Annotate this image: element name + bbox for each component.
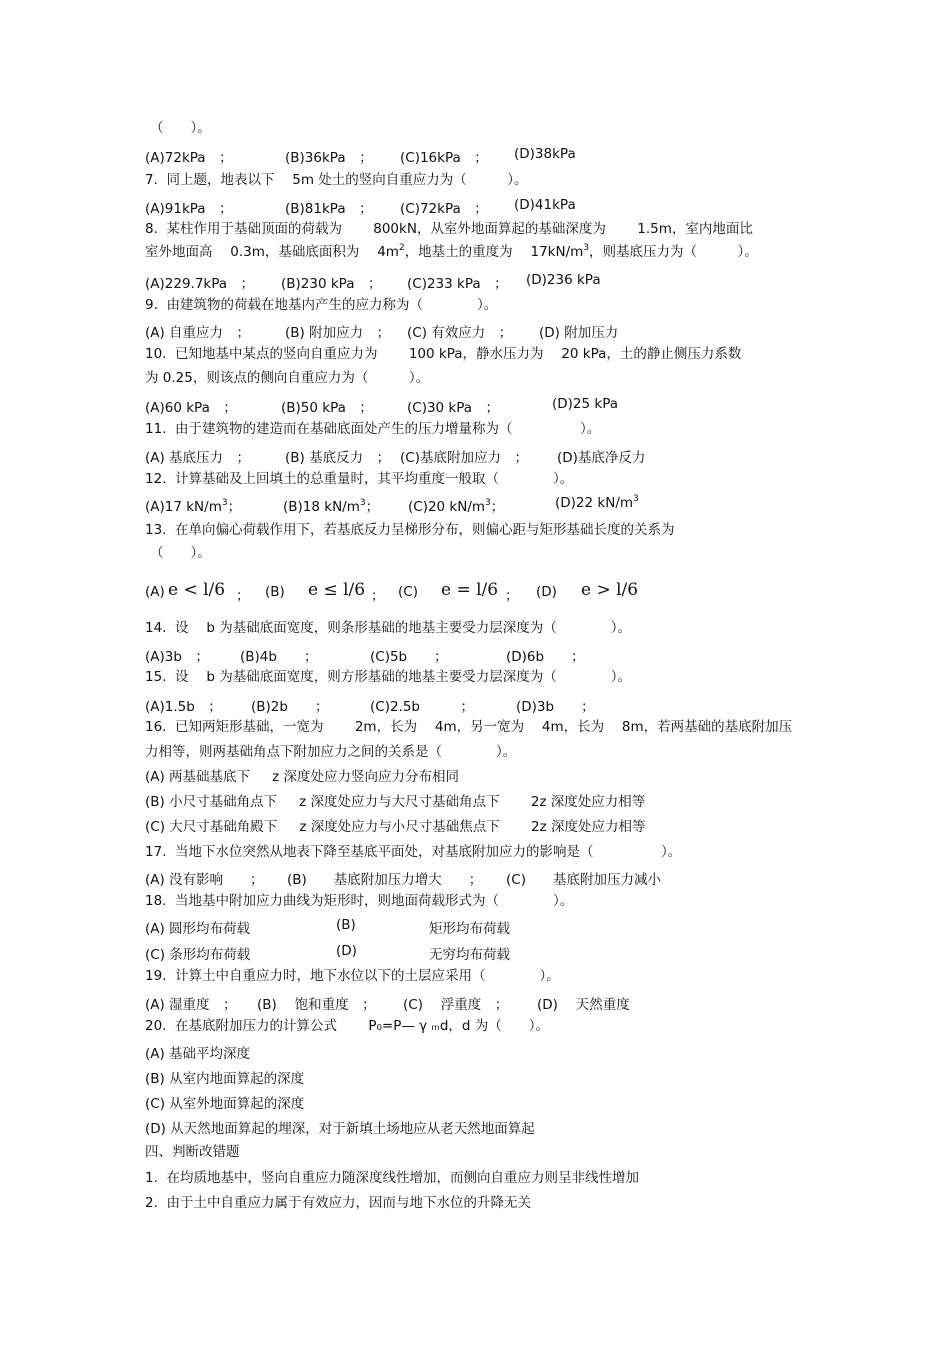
question-9: 9. 由建筑物的荷载在地基内产生的应力称为（ ）。 xyxy=(145,297,498,313)
q12-c-sup: 3 xyxy=(485,497,491,508)
q10-option-c: (C)30 kPa ； xyxy=(407,400,500,416)
section-heading-true-false: 四、判断改错题 xyxy=(145,1144,240,1160)
q08-sup-2: 3 xyxy=(583,242,590,253)
question-17: 17. 当地下水位突然从地表下降至基底平面处，对基底附加应力的影响是（ ）。 xyxy=(145,844,682,860)
q15-option-b: (B)2b ； xyxy=(251,699,329,715)
judgement-2: 2. 由于土中自重应力属于有效应力，因而与地下水位的升降无关 xyxy=(145,1195,531,1211)
q12-c-text: (C)20 kN/m xyxy=(408,499,486,515)
q14-option-d: (D)6b ； xyxy=(506,649,585,665)
q13-option-c-formula: e = l/6 xyxy=(441,580,499,600)
q12-b-text: (B)18 kN/m xyxy=(283,499,360,515)
q16-option-b: (B) 小尺寸基础角点下 z 深度处应力与大尺寸基础角点下 2z 深度处应力相等 xyxy=(145,794,646,810)
q12-d-sup: 3 xyxy=(633,493,639,504)
q13-sep-a: ； xyxy=(236,588,250,604)
question-14: 14. 设 b 为基础底面宽度，则条形基础的地基主要受力层深度为（ ）。 xyxy=(145,620,631,636)
question-16-line1: 16. 已知两矩形基础，一宽为 2m，长为 4m，另一宽为 4m，长为 8m，若两基础的基底附加压 xyxy=(145,719,793,735)
q19-option-c: (C) 浮重度 ； xyxy=(403,997,509,1013)
q09-option-a: (A) 自重应力 ； xyxy=(145,325,251,341)
q13-option-a-label: (A) xyxy=(145,584,165,600)
question-12: 12. 计算基础及上回填土的总重量时，其平均重度一般取（ ）。 xyxy=(145,471,574,487)
question-18: 18. 当地基中附加应力曲线为矩形时，则地面荷载形式为（ ）。 xyxy=(145,893,574,909)
question-10-line1: 10. 已知地基中某点的竖向自重应力为 100 kPa，静水压力为 20 kPa，土的静止侧压力系数 xyxy=(145,346,742,362)
q07-option-d: (D)41kPa xyxy=(514,197,576,213)
q18-option-d-label: (D) xyxy=(336,943,357,959)
question-8-line2 xyxy=(145,243,758,261)
question-19: 19. 计算土中自重应力时，地下水位以下的土层应采用（ ）。 xyxy=(145,968,560,984)
q09-option-b: (B) 附加应力 ； xyxy=(285,325,391,341)
q19-option-d: (D) 天然重度 xyxy=(537,997,630,1013)
q16-option-c: (C) 大尺寸基础角殿下 z 深度处应力与小尺寸基础焦点下 2z 深度处应力相等 xyxy=(145,819,646,835)
q20-option-a: (A) 基础平均深度 xyxy=(145,1046,251,1062)
q07-option-c: (C)72kPa ； xyxy=(400,201,488,217)
q12-a-sup: 3 xyxy=(221,497,228,508)
q17-option-b: (B) 基底附加压力增大 ； xyxy=(287,872,483,888)
q10-option-d: (D)25 kPa xyxy=(552,396,619,412)
question-13-line1: 13. 在单向偏心荷载作用下，若基底反力呈梯形分布，则偏心距与矩形基础长度的关系为 xyxy=(145,522,675,538)
q11-option-a: (A) 基底压力 ； xyxy=(145,450,251,466)
q06-tail: （ ）。 xyxy=(150,120,211,136)
q07-option-b: (B)81kPa ； xyxy=(285,201,373,217)
q13-sep-b: ； xyxy=(371,588,385,604)
q15-option-c: (C)2.5b ； xyxy=(370,699,474,715)
q12-a-text: (A)17 kN/m xyxy=(145,499,222,515)
q20-option-d: (D) 从天然地面算起的埋深，对于新填土场地应从老天然地面算起 xyxy=(145,1121,535,1137)
q19-option-b: (B) 饱和重度 ； xyxy=(257,997,376,1013)
q12-d-text: (D)22 kN/m xyxy=(555,495,634,511)
q08-text-3: ，则基底压力为（ ）。 xyxy=(589,244,758,260)
q08-option-d: (D)236 kPa xyxy=(526,272,601,288)
q09-option-c: (C) 有效应力 ； xyxy=(407,325,513,341)
q20-option-b: (B) 从室内地面算起的深度 xyxy=(145,1071,305,1087)
q15-option-a: (A)1.5b ； xyxy=(145,699,222,715)
q13-option-d-formula: e > l/6 xyxy=(581,580,639,600)
q17-option-a: (A) 没有影响 ； xyxy=(145,872,264,888)
q11-option-b: (B) 基底反力 ； xyxy=(285,450,391,466)
q08-text-1: 室外地面高 0.3m，基础底面积为 4m xyxy=(145,244,399,260)
q12-option-c xyxy=(408,495,504,515)
q10-option-a: (A)60 kPa ； xyxy=(145,400,237,416)
q17-option-c: (C) 基底附加压力减小 xyxy=(506,872,661,888)
q20-option-c: (C) 从室外地面算起的深度 xyxy=(145,1096,305,1112)
q12-option-a xyxy=(145,495,241,515)
q06-option-c: (C)16kPa ； xyxy=(400,150,488,166)
q19-option-a: (A) 湿重度 ； xyxy=(145,997,237,1013)
q12-option-b xyxy=(283,495,379,515)
question-20: 20. 在基底附加压力的计算公式 P₀=P— γ ₘd，d 为（ ）。 xyxy=(145,1018,550,1034)
q06-option-a: (A)72kPa ； xyxy=(145,150,233,166)
question-8-line1: 8. 某柱作用于基础顶面的荷载为 800kN，从室外地面算起的基础深度为 1.5m，室内地面比 xyxy=(145,221,753,237)
q15-option-d: (D)3b ； xyxy=(516,699,595,715)
q12-b-sep: ； xyxy=(365,499,380,515)
q18-option-b-text: 矩形均布荷载 xyxy=(429,921,510,937)
question-11: 11. 由于建筑物的建造而在基础底面处产生的压力增量称为（ ）。 xyxy=(145,421,601,437)
q12-c-sep: ； xyxy=(490,499,505,515)
q07-option-a: (A)91kPa ； xyxy=(145,201,233,217)
q08-option-c: (C)233 kPa ； xyxy=(407,276,508,292)
q13-sep-c: ； xyxy=(505,588,519,604)
q11-option-c: (C)基底附加应力 ； xyxy=(400,450,528,466)
q18-option-d-text: 无穷均布荷载 xyxy=(429,947,510,963)
q06-option-b: (B)36kPa ； xyxy=(285,150,373,166)
q13-option-d-label: (D) xyxy=(536,584,557,600)
q13-option-c-label: (C) xyxy=(398,584,418,600)
q18-option-c: (C) 条形均布荷载 xyxy=(145,947,251,963)
q10-option-b: (B)50 kPa ； xyxy=(281,400,373,416)
q08-sup-1: 2 xyxy=(398,242,405,253)
q11-option-d: (D)基底净反力 xyxy=(557,450,646,466)
q13-option-b-formula: e ≤ l/6 xyxy=(308,580,366,600)
q13-option-a-formula: e < l/6 xyxy=(168,580,226,600)
q14-option-c: (C)5b ； xyxy=(370,649,448,665)
q12-a-sep: ； xyxy=(227,499,242,515)
question-13-line2: （ ）。 xyxy=(150,545,211,561)
judgement-1: 1. 在均质地基中，竖向自重应力随深度线性增加，而侧向自重应力则呈非线性增加 xyxy=(145,1170,639,1186)
q18-option-b-label: (B) xyxy=(336,917,356,933)
q14-option-a: (A)3b ； xyxy=(145,649,209,665)
q18-option-a: (A) 圆形均布荷载 xyxy=(145,921,251,937)
q08-option-a: (A)229.7kPa ； xyxy=(145,276,255,292)
question-15: 15. 设 b 为基础底面宽度，则方形基础的地基主要受力层深度为（ ）。 xyxy=(145,669,631,685)
q09-option-d: (D) 附加压力 xyxy=(539,325,619,341)
question-16-line2: 力相等，则两基础角点下附加应力之间的关系是（ ）。 xyxy=(145,744,517,760)
q16-option-a: (A) 两基础基底下 z 深度处应力竖向应力分布相同 xyxy=(145,769,460,785)
question-7: 7. 同上题，地表以下 5m 处土的竖向自重应力为（ ）。 xyxy=(145,172,528,188)
q08-option-b: (B)230 kPa ； xyxy=(281,276,382,292)
question-10-line2: 为 0.25，则该点的侧向自重应力为（ ）。 xyxy=(145,370,430,386)
q14-option-b: (B)4b ； xyxy=(240,649,318,665)
q08-text-2: ，地基土的重度为 17kN/m xyxy=(404,244,584,260)
q12-b-sup: 3 xyxy=(359,497,366,508)
q12-option-d xyxy=(555,495,639,511)
q06-option-d: (D)38kPa xyxy=(514,146,576,162)
q13-option-b-label: (B) xyxy=(265,584,285,600)
